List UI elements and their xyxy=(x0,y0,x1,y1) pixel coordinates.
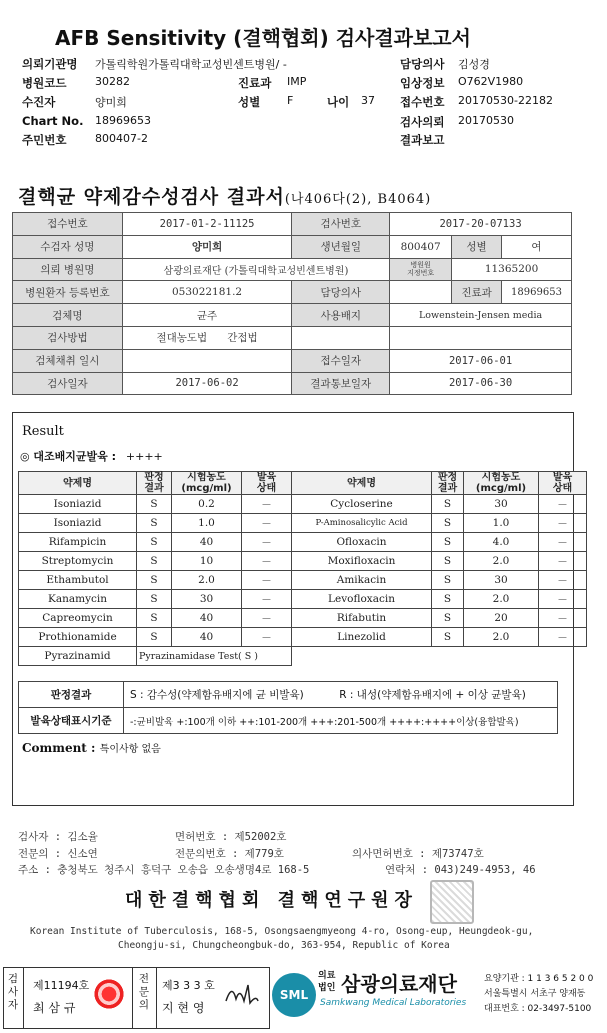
judge-r: R : 내성(약제함유배지에 + 이상 균발육) xyxy=(333,682,557,708)
col-drug: 약제명 xyxy=(292,472,432,495)
drug-row xyxy=(19,647,587,666)
drug-result: S xyxy=(137,533,172,552)
label-cell: 사용배지 xyxy=(292,304,390,327)
drug-conc: 30 xyxy=(172,590,242,609)
drug-growth: － xyxy=(539,552,587,571)
drug-row xyxy=(19,495,587,514)
table-row xyxy=(13,304,572,327)
comment-label: Comment : xyxy=(22,741,96,755)
specialist-signature xyxy=(222,981,260,1007)
org-name-en-2: Cheongju-si, Chungcheongbuk-do, 363-954, Republic of Korea xyxy=(118,940,450,951)
sml-logo: SML xyxy=(272,973,316,1017)
header-label: 병원코드 xyxy=(22,76,67,90)
drug-name: Moxifloxacin xyxy=(292,552,432,571)
drug-growth: － xyxy=(242,609,292,628)
lab-phone: 대표번호 : 02-3497-5100 xyxy=(484,1004,592,1014)
control-growth xyxy=(20,448,163,464)
judge-label: 판정결과 xyxy=(19,682,124,708)
drug-growth: － xyxy=(242,533,292,552)
col-growth: 발육 상태 xyxy=(242,472,292,495)
drug-conc: 30 xyxy=(464,495,539,514)
header-value: 20170530-22182 xyxy=(458,94,553,107)
drug-conc: 2.0 xyxy=(464,590,539,609)
col-growth: 발육 상태 xyxy=(539,472,587,495)
contact: 연락처 : 043)249-4953, 46 xyxy=(385,864,536,876)
header-label: 의뢰기관명 xyxy=(22,57,78,71)
header-label: 임상정보 xyxy=(400,76,445,90)
drug-name: Isoniazid xyxy=(19,514,137,533)
col-drug: 약제명 xyxy=(19,472,137,495)
label-cell: 결과통보일자 xyxy=(292,372,390,395)
specialist-info: 전문의 : 신소연 xyxy=(18,848,98,860)
tester-vertical-label: 검사자 xyxy=(7,973,19,1011)
drug-result: S xyxy=(432,628,464,647)
pza-test: Pyrazinamidase Test( S ) xyxy=(137,647,292,666)
header-value: 20170530 xyxy=(458,114,514,127)
col-conc: 시험농도 (mcg/ml) xyxy=(464,472,539,495)
drug-result: S xyxy=(432,533,464,552)
col-conc: 시험농도 (mcg/ml) xyxy=(172,472,242,495)
col-result: 판정 결과 xyxy=(432,472,464,495)
drug-row xyxy=(19,628,587,647)
drug-name: Amikacin xyxy=(292,571,432,590)
drug-growth: － xyxy=(242,628,292,647)
table-row xyxy=(13,349,572,372)
test-no: 2017-20-07133 xyxy=(390,213,572,236)
doctor xyxy=(390,281,452,304)
drug-name: Kanamycin xyxy=(19,590,137,609)
divider xyxy=(132,968,133,1028)
control-growth-value: ++++ xyxy=(125,450,163,463)
method xyxy=(122,326,292,349)
tester-name: 최 삼 규 xyxy=(33,1001,76,1015)
license-no-1: 면허번호 : 제52002호 xyxy=(175,831,287,843)
table-row xyxy=(13,213,572,236)
org-type-2: 법인 xyxy=(318,983,336,993)
result-label: Result xyxy=(22,424,64,439)
drug-result: S xyxy=(137,571,172,590)
receive-date: 2017-06-01 xyxy=(390,349,572,372)
table-row xyxy=(13,258,572,281)
drug-result: S xyxy=(432,571,464,590)
drug-row xyxy=(19,590,587,609)
drug-growth: － xyxy=(242,495,292,514)
drug-name: P-Aminosalicylic Acid xyxy=(292,514,432,533)
header-label: 접수번호 xyxy=(400,95,445,109)
label-cell: 검체명 xyxy=(13,304,123,327)
drug-growth: － xyxy=(242,571,292,590)
hospital-code: 11365200 xyxy=(452,258,572,281)
label-cell: 검사방법 xyxy=(13,326,123,349)
signature-bar xyxy=(0,965,607,1033)
report-date: 2017-06-30 xyxy=(390,372,572,395)
drug-result-table xyxy=(18,471,587,666)
label-cell: 검체채취 일시 xyxy=(13,349,123,372)
header-label: 담당의사 xyxy=(400,57,445,71)
org-name-en-1: Korean Institute of Tuberculosis, 168-5, Osongsaengmyeong 4-ro, Osong-eup, Heungdeok-gu, xyxy=(30,926,534,937)
drug-result: S xyxy=(432,552,464,571)
drug-name: Cycloserine xyxy=(292,495,432,514)
header-label: 나이 xyxy=(327,95,350,109)
drug-conc: 40 xyxy=(172,609,242,628)
drug-growth: － xyxy=(539,533,587,552)
drug-result: S xyxy=(137,609,172,628)
drug-name: Ofloxacin xyxy=(292,533,432,552)
drug-row xyxy=(19,609,587,628)
header-label: 진료과 xyxy=(238,76,272,90)
header-label: Chart No. xyxy=(22,114,84,128)
label-cell: 수검자 성명 xyxy=(13,235,123,258)
license-no-3: 의사면허번호 : 제73747호 xyxy=(352,848,484,860)
drug-result: S xyxy=(137,552,172,571)
label-cell: 접수일자 xyxy=(292,349,390,372)
divider xyxy=(156,968,157,1028)
header-label: 수진자 xyxy=(22,95,56,109)
lab-name: 삼광의료재단 xyxy=(341,972,457,996)
license-no-2: 전문의번호 : 제779호 xyxy=(175,848,284,860)
drug-result: S xyxy=(432,495,464,514)
drug-result: S xyxy=(432,590,464,609)
drug-growth: － xyxy=(539,495,587,514)
comment xyxy=(22,740,161,755)
lab-address: 서울특별시 서초구 양재동 xyxy=(484,989,586,999)
header-value: 37 xyxy=(361,94,375,107)
drug-growth: － xyxy=(539,628,587,647)
drug-conc: 2.0 xyxy=(172,571,242,590)
divider xyxy=(23,968,24,1028)
header-value: 김성경 xyxy=(458,58,490,71)
table-row xyxy=(19,708,558,734)
header-value: IMP xyxy=(287,75,307,88)
specialist-name: 지 현 영 xyxy=(162,1001,205,1015)
lab-code: 요양기관 : 1 1 3 6 5 2 0 0 xyxy=(484,974,594,984)
specimen-info-table xyxy=(12,212,572,395)
table-row xyxy=(13,372,572,395)
drug-row xyxy=(19,514,587,533)
tester-info: 검사자 : 김소율 xyxy=(18,831,98,843)
org-seal-stamp xyxy=(430,880,474,924)
table-row xyxy=(13,326,572,349)
drug-conc: 20 xyxy=(464,609,539,628)
header-value: 18969653 xyxy=(95,114,151,127)
drug-conc: 40 xyxy=(172,628,242,647)
empty-cell xyxy=(292,326,390,349)
drug-conc: 10 xyxy=(172,552,242,571)
address: 주소 : 충청북도 청주시 흥덕구 오송읍 오송생명4로 168-5 xyxy=(18,864,310,876)
drug-conc: 2.0 xyxy=(464,552,539,571)
sex: 여 xyxy=(501,235,571,258)
drug-result: S xyxy=(137,495,172,514)
header-label: 성별 xyxy=(238,95,261,109)
table-row xyxy=(13,281,572,304)
tester-seal-stamp xyxy=(92,977,126,1011)
drug-name: Capreomycin xyxy=(19,609,137,628)
header-value: 양미희 xyxy=(95,96,127,109)
header-value: F xyxy=(287,94,294,107)
drug-conc: 4.0 xyxy=(464,533,539,552)
drug-growth: － xyxy=(242,514,292,533)
drug-conc: 40 xyxy=(172,533,242,552)
drug-conc: 30 xyxy=(464,571,539,590)
empty-cell xyxy=(292,647,587,666)
label-cell: 병원환자 등록번호 xyxy=(13,281,123,304)
legend-table xyxy=(18,681,558,734)
label-cell: 생년월일 xyxy=(292,235,390,258)
table-row xyxy=(13,235,572,258)
dob: 800407 xyxy=(390,235,452,258)
drug-row xyxy=(19,552,587,571)
drug-name: Streptomycin xyxy=(19,552,137,571)
header-label: 주민번호 xyxy=(22,133,67,147)
label-cell: 의뢰 병원명 xyxy=(13,258,123,281)
report-title-text: 결핵균 약제감수성검사 결과서 xyxy=(18,186,285,208)
drug-result: S xyxy=(432,514,464,533)
dept: 18969653 xyxy=(501,281,571,304)
medium: Lowenstein-Jensen media xyxy=(390,304,572,327)
lab-name-en: Samkwang Medical Laboratories xyxy=(320,998,467,1008)
header-value: 가톨릭학원가톨릭대학교성빈센트병원/ - xyxy=(95,58,287,71)
method-1: 절대농도법 xyxy=(156,332,208,345)
receipt-no: 2017-01-2-11125 xyxy=(122,213,292,236)
header-value: O762V1980 xyxy=(458,75,524,88)
drug-name: Rifabutin xyxy=(292,609,432,628)
page-title: AFB Sensitivity (결핵협회) 검사결과보고서 xyxy=(55,26,471,50)
drug-conc: 1.0 xyxy=(464,514,539,533)
reg-no: 053022181.2 xyxy=(122,281,292,304)
report-title xyxy=(18,182,431,209)
table-header-row xyxy=(19,472,587,495)
report-subtitle: (나406다(2), B4064) xyxy=(284,192,432,207)
collect-date xyxy=(122,349,292,372)
method-2: 간접법 xyxy=(227,332,258,345)
drug-result: S xyxy=(137,628,172,647)
label-cell: 병원원 지정번호 xyxy=(390,258,452,281)
org-name-kr: 대한결핵협회 결핵연구원장 xyxy=(125,890,418,911)
comment-text: 특이사항 없음 xyxy=(99,744,161,755)
drug-name: Ethambutol xyxy=(19,571,137,590)
drug-result: S xyxy=(137,590,172,609)
drug-growth: － xyxy=(539,590,587,609)
label-cell: 성별 xyxy=(452,235,502,258)
drug-name: Prothionamide xyxy=(19,628,137,647)
growth-std-label: 발육상태표시기준 xyxy=(19,708,124,734)
drug-growth: － xyxy=(539,514,587,533)
header-label: 결과보고 xyxy=(400,133,445,147)
empty-cell xyxy=(390,326,572,349)
drug-result: S xyxy=(432,609,464,628)
drug-result: S xyxy=(137,514,172,533)
drug-growth: － xyxy=(242,552,292,571)
drug-growth: － xyxy=(539,571,587,590)
label-cell: 진료과 xyxy=(452,281,502,304)
label-cell: 검사일자 xyxy=(13,372,123,395)
growth-std-text: -:균비발육 +:100개 이하 ++:101-200개 +++:201-500개 ++++:++++이상(융합발육) xyxy=(124,708,558,734)
patient-name: 양미희 xyxy=(122,235,292,258)
drug-conc: 0.2 xyxy=(172,495,242,514)
judge-s: S : 감수성(약제함유배지에 균 비발육) xyxy=(124,682,334,708)
label-cell: 검사번호 xyxy=(292,213,390,236)
drug-growth: － xyxy=(539,609,587,628)
drug-name: Linezolid xyxy=(292,628,432,647)
control-growth-label: ◎ 대조배지균발육 : xyxy=(20,450,117,463)
specialist-vertical-label: 전문의 xyxy=(138,973,150,1011)
drug-name: Pyrazinamid xyxy=(19,647,137,666)
drug-row xyxy=(19,533,587,552)
hospital-name: 삼광의료재단 (가톨릭대학교성빈센트병원) xyxy=(122,258,389,281)
drug-growth: － xyxy=(242,590,292,609)
drug-name: Levofloxacin xyxy=(292,590,432,609)
col-result: 판정 결과 xyxy=(137,472,172,495)
header-label: 검사의뢰 xyxy=(400,115,445,129)
drug-row xyxy=(19,571,587,590)
test-date: 2017-06-02 xyxy=(122,372,292,395)
drug-name: Rifampicin xyxy=(19,533,137,552)
specimen: 균주 xyxy=(122,304,292,327)
label-cell: 담당의사 xyxy=(292,281,390,304)
header-value: 800407-2 xyxy=(95,132,148,145)
table-row xyxy=(19,682,558,708)
drug-name: Isoniazid xyxy=(19,495,137,514)
org-type-1: 의료 xyxy=(318,971,336,981)
specialist-license: 제3 3 3 호 xyxy=(162,979,215,992)
label-cell: 접수번호 xyxy=(13,213,123,236)
header-value: 30282 xyxy=(95,75,130,88)
drug-conc: 1.0 xyxy=(172,514,242,533)
tester-license: 제11194호 xyxy=(33,979,90,992)
drug-conc: 2.0 xyxy=(464,628,539,647)
